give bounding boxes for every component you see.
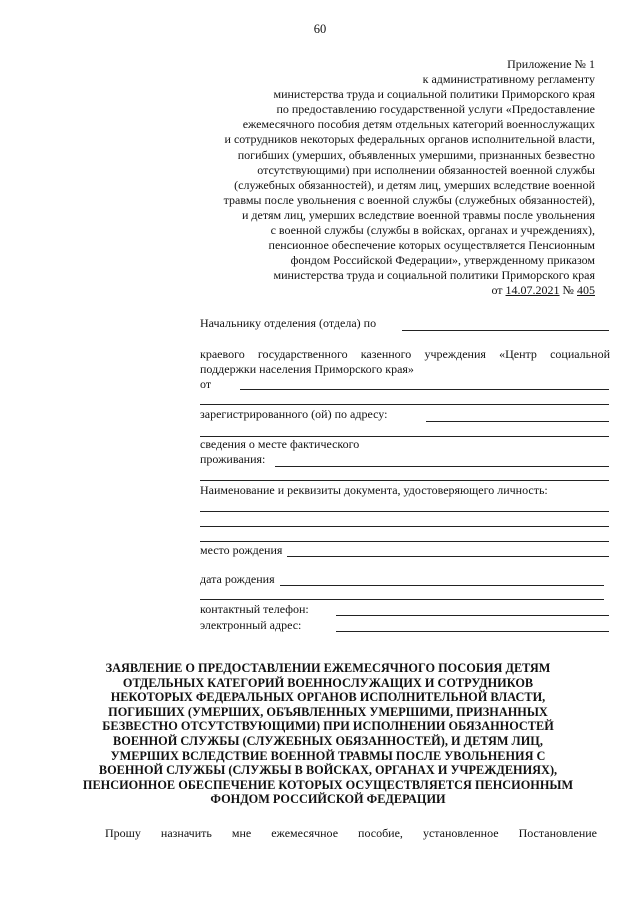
title-line: ОТДЕЛЬНЫХ КАТЕГОРИЙ ВОЕННОСЛУЖАЩИХ И СОТРУДНИКОВ xyxy=(122,675,534,690)
birth-date-label: дата рождения xyxy=(200,572,275,586)
body-word: Прошу xyxy=(105,826,141,840)
birth-date-field[interactable] xyxy=(280,585,604,586)
appendix-line: министерства труда и социальной политики Приморского края xyxy=(273,87,595,102)
title-line: ПЕНСИОННОЕ ОБЕСПЕЧЕНИЕ КОТОРЫХ ОСУЩЕСТВЛЯЕТСЯ ПЕНСИОННЫМ xyxy=(82,777,574,792)
body-word: установленное xyxy=(422,826,499,840)
body-word: ежемесячное xyxy=(271,826,339,840)
to-head-label: Начальнику отделения (отдела) по xyxy=(200,316,377,330)
appendix-date-line xyxy=(175,283,595,298)
actual-residence-label: сведения о месте фактического xyxy=(200,437,360,451)
order-date: 14.07.2021 xyxy=(505,283,560,298)
id-document-field-1[interactable] xyxy=(200,511,609,512)
appendix-line: травмы после увольнения с военной службы (служебных обязанностей), xyxy=(223,192,595,207)
phone-label: контактный телефон: xyxy=(200,602,309,616)
body-paragraph xyxy=(105,826,597,841)
from-field[interactable] xyxy=(240,389,609,390)
appendix-line: с военной службы (службы в войсках, органах и учреждениях), xyxy=(270,223,595,238)
id-document-field-3[interactable] xyxy=(200,541,609,542)
appendix-line: и сотрудников некоторых федеральных органов исполнительной власти, xyxy=(224,132,595,147)
birth-place-label: место рождения xyxy=(200,543,283,557)
appendix-line: погибших (умерших, объявленных умершими, признанных безвестно xyxy=(237,147,595,162)
appendix-line: и детям лиц, умерших вследствие военной травмы после увольнения xyxy=(242,207,595,222)
actual-residence-label-2: проживания: xyxy=(200,452,266,466)
appendix-line: Приложение № 1 xyxy=(507,57,595,71)
to-head-field[interactable] xyxy=(402,330,609,331)
date-prefix: от xyxy=(491,283,506,298)
appendix-line: министерства труда и социальной политики Приморского края xyxy=(273,268,595,283)
id-document-field-2[interactable] xyxy=(200,526,609,527)
title-line: БЕЗВЕСТНО ОТСУТСТВУЮЩИМИ) ПРИ ИСПОЛНЕНИИ ОБЯЗАННОСТЕЙ xyxy=(102,719,554,734)
actual-residence-field[interactable] xyxy=(275,466,609,467)
body-word: мне xyxy=(231,826,252,840)
id-document-label: Наименование и реквизиты документа, удостоверяющего личность: xyxy=(200,483,548,497)
appendix-line: к административному регламенту xyxy=(422,72,595,87)
application-title xyxy=(58,661,598,807)
from-label: от xyxy=(200,377,212,391)
title-line: ПОГИБШИХ (УМЕРШИХ, ОБЪЯВЛЕННЫХ УМЕРШИМИ, ПРИЗНАННЫХ xyxy=(108,704,548,719)
appendix-header xyxy=(175,57,595,299)
registered-address-field[interactable] xyxy=(426,421,609,422)
birth-place-field[interactable] xyxy=(287,556,609,557)
appendix-line: фондом Российской Федерации», утвержденному приказом xyxy=(290,253,595,268)
actual-residence-field-extra[interactable] xyxy=(200,480,609,481)
title-line: УМЕРШИХ ВСЛЕДСТВИЕ ВОЕННОЙ ТРАВМЫ ПОСЛЕ УВОЛЬНЕНИЯ С xyxy=(110,748,546,763)
appendix-line: по предоставлению государственной услуги «Предоставление xyxy=(276,102,595,117)
appendix-line: ежемесячного пособия детям отдельных категорий военнослужащих xyxy=(242,117,595,132)
title-line: ВОЕННОЙ СЛУЖБЫ (СЛУЖЕБНЫХ ОБЯЗАННОСТЕЙ), И ДЕТЯМ ЛИЦ, xyxy=(113,733,543,748)
body-word: пособие, xyxy=(358,826,403,840)
appendix-line: пенсионное обеспечение которых осуществляется Пенсионным xyxy=(268,238,595,253)
title-line: НЕКОТОРЫХ ФЕДЕРАЛЬНЫХ ОРГАНОВ ИСПОЛНИТЕЛЬНОЙ ВЛАСТИ, xyxy=(110,690,546,705)
from-field-extra[interactable] xyxy=(200,404,609,405)
email-label: электронный адрес: xyxy=(200,618,302,632)
body-word: Постановление xyxy=(518,826,597,840)
registered-address-label: зарегистрированного (ой) по адресу: xyxy=(200,407,388,421)
title-line: ВОЕННОЙ СЛУЖБЫ (СЛУЖБЫ В ВОЙСКАХ, ОРГАНАХ И УЧРЕЖДЕНИЯХ), xyxy=(98,763,558,778)
number-sign: № xyxy=(559,283,577,298)
birth-date-field-extra[interactable] xyxy=(200,599,604,600)
phone-field[interactable] xyxy=(336,615,609,616)
organization-name: краевого государственного казенного учреждения «Центр социальной поддержки населения Приморского края» xyxy=(200,347,610,376)
body-word: назначить xyxy=(160,826,212,840)
page-number: 60 xyxy=(313,22,327,36)
appendix-line: (служебных обязанностей), и детям лиц, умерших вследствие военной xyxy=(234,177,595,192)
appendix-line: отсутствующими) при исполнении обязанностей военной службы xyxy=(257,162,595,177)
title-line: ЗАЯВЛЕНИЕ О ПРЕДОСТАВЛЕНИИ ЕЖЕМЕСЯЧНОГО ПОСОБИЯ ДЕТЯМ xyxy=(105,661,551,675)
email-field[interactable] xyxy=(336,631,609,632)
title-line: ФОНДОМ РОССИЙСКОЙ ФЕДЕРАЦИИ xyxy=(210,792,446,807)
order-number: 405 xyxy=(577,283,595,298)
